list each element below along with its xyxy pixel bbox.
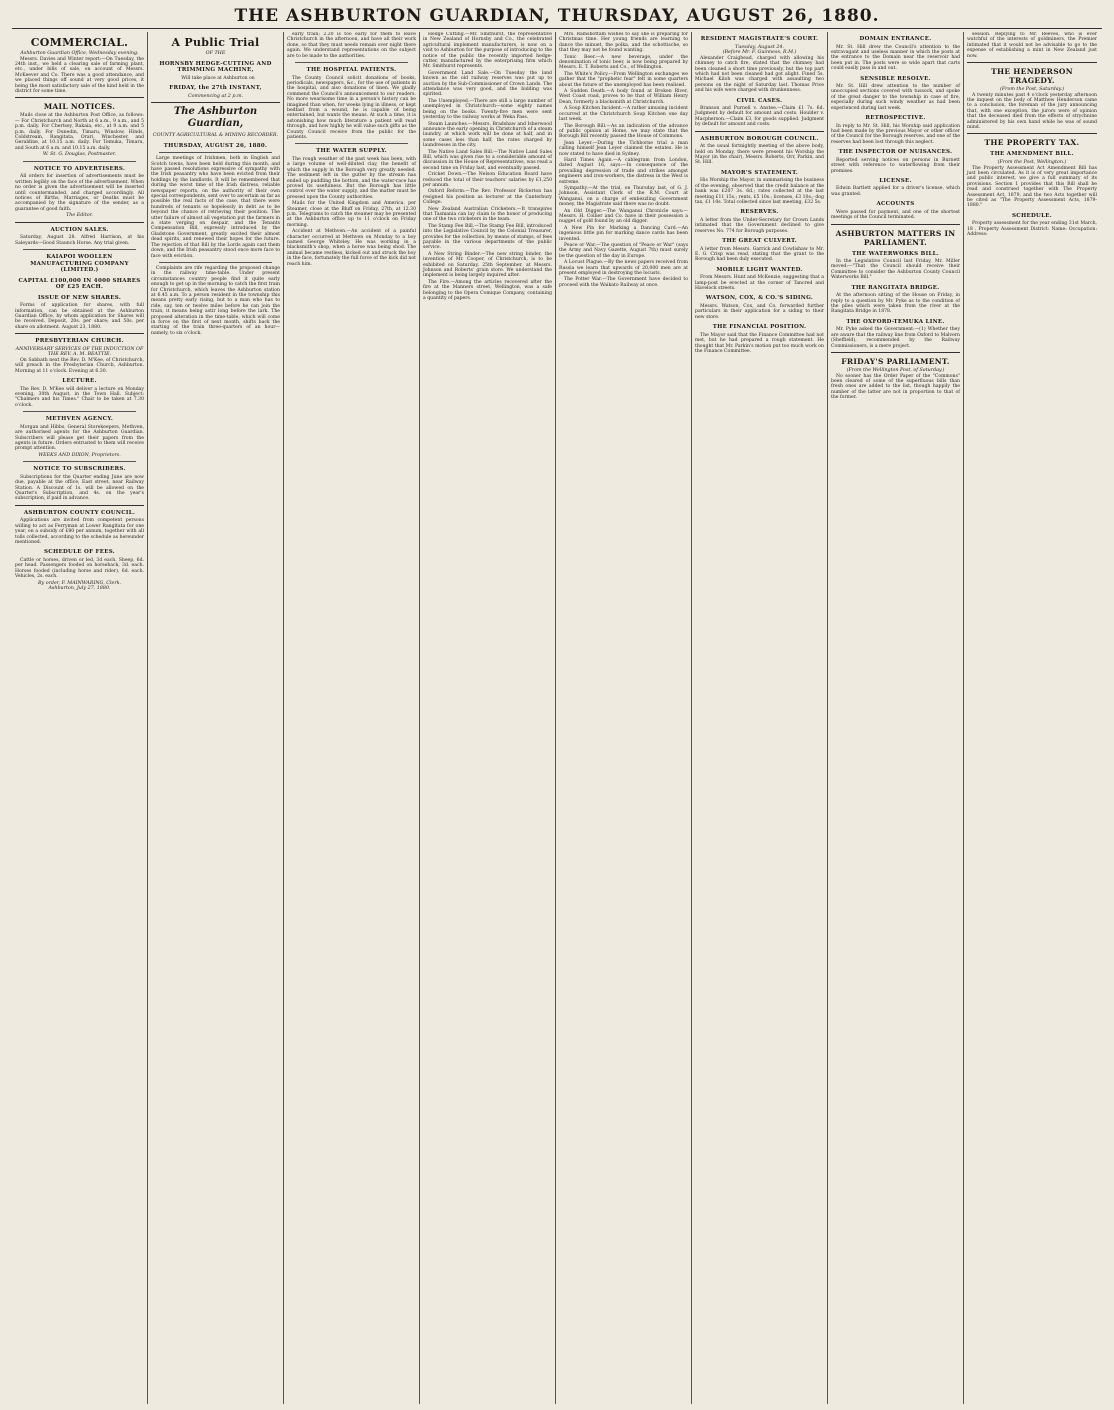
clerk-signature: By order, F. MAINWARING, Clerk. <box>37 580 122 586</box>
divider <box>23 461 136 462</box>
rm-court-before: (Before Mr. F. Guinness, R.M.) <box>722 50 797 56</box>
subscribers-heading: NOTICE TO SUBSCRIBERS. <box>33 466 126 473</box>
policy-text: The White's Policy.—From Wellington exchanges we gather that the "prophetic fear" felt in some quarters about the future of the unemployed has been realised. <box>559 71 688 88</box>
henderson-source: (From the Post, Saturday.) <box>999 87 1065 93</box>
string-binder-text: A New String Binder.—The new string binder, the invention of Mr. Cooper, of Christchurch, is to be exhibited on Saturday, 25th September, at Messrs. Johnson and Roberts' grain store. We understand the implement is being largely inquired after. <box>423 251 552 279</box>
schedule-heading: SCHEDULE. <box>1012 212 1052 219</box>
subscribers-text: Subscriptions for the Quarter ending June are now due, payable at the office, East street, near Railway Station. A Discount of 1s. will be allowed on the Quarter's Subscription, and 4s. on the year's subscription, if paid in advance. <box>15 474 144 502</box>
potter-war-text: The Potter War.—The Government have decided to proceed with the Waikato Railway at once. <box>559 277 688 288</box>
trial-time: Commencing at 2 p.m. <box>187 93 244 99</box>
divider <box>23 249 136 250</box>
schedule-text: Property assessment for the year ending 31st March, 18 . Property Assessment District: Name: Occupation: Address: <box>967 221 1097 238</box>
amendment-text: The Property Assessment Act Amendment Bill has just been circulated. As it is of very great importance and public interest, we give a full summary of its provisions. Section 1 provides that this Bill shall be read and construed together with The Property Assessment Act, 1879, and the two Acts together will be cited as "The Property Assessment Acts, 1879-1880." <box>967 165 1097 209</box>
unemployed-text: The Unemployed.—There are still a large number of unemployed in Christchurch—some eighty names being on the books. Twenty-five men were sent yesterday to the railway works at Weka Pass. <box>423 98 552 121</box>
clerk-date: Ashburton, July 27, 1880. <box>48 586 111 592</box>
mayor-heading: MAYOR'S STATEMENT. <box>721 169 798 176</box>
columns <box>12 32 1102 1404</box>
soup-kitchen-text: A Soup Kitchen Incident.—A rather amusing incident occurred at the Christchurch Soup Kitchen one day last week. <box>559 106 688 123</box>
water-heading: THE WATER SUPPLY. <box>316 148 387 155</box>
culvert-text: A letter from Messrs. Garrick and Cowlishaw to Mr. E. G. Crisp was read, stating that the grant to the Borough had been duly executed. <box>695 246 824 263</box>
sensible-heading: SENSIBLE RESOLVE. <box>860 75 931 82</box>
hard-times-text: Hard Times Again.—A cablegram from London, dated August 16, says:—In consequence of the prevailing depression of trade and strikes amongst engineers and iron-workers, the distress in the West is extreme. <box>559 157 688 185</box>
commercial-subheading: Ashburton Guardian Office, Wednesday evening. <box>20 51 139 56</box>
column-5 <box>556 32 692 1404</box>
auction-text: Saturday, August 28. Alfred Harrison, at his Saleyards—Good Staunch Horse. Any trial given. <box>15 235 144 246</box>
masthead: THE ASHBURTON GUARDIAN, THURSDAY, AUGUST 26, 1880. <box>234 6 880 26</box>
friday-parliament-text: No sooner has the Order Paper of the "Commons" been cleared of some of the superfluous bills than fresh ones are added to the list, though happily the number of the latter are not in proportion to that of the former. <box>831 373 960 401</box>
advertisers-text: All orders for insertion of advertisements must be written legibly on the face of the advertisement. When no order is given the advertisement will be inserted until countermanded, and charged accordingly. All notices of Births, Marriages, or Deaths must be accompanied by the signature of the sender, as a guarantee of good faith. <box>15 174 144 212</box>
divider <box>151 102 280 103</box>
financial-heading: THE FINANCIAL POSITION. <box>712 324 807 331</box>
divider <box>967 133 1097 134</box>
amendment-heading: THE AMENDMENT BILL. <box>990 151 1074 158</box>
locust-text: A Locust Plague.—By the news papers received from Russia we learn that upwards of 20,000 men are at present employed in destroying the locusts. <box>559 260 688 277</box>
commercial-heading: COMMERCIAL. <box>30 36 129 49</box>
divider <box>695 131 824 132</box>
continued-text: early train; 2.20 is too early for them to leave Christchurch in the afternoon, and have all their work done, so that they must needs remain over night there again. We understand representations on the subject are to be made to the authorities. <box>287 32 416 59</box>
domain-heading: DOMAIN ENTRANCE. <box>859 36 932 42</box>
continued-session-text: session. Replying to Mr. Reeves, who is ever watchful of the interests of goldminers, the Premier intimated that it would not be advisable to go to the expense of establishing a mint in New Zealand just now. <box>967 32 1097 59</box>
masthead-rule <box>12 28 1102 29</box>
mayor-text: His Worship the Mayor, in summarising the business of the evening, observed that the credit balance at the bank was £207 3s. 6d.; rates collected at the last meeting £11 15s.; rents, £5 10s.; licenses, £3 10s.; dog tax, £1 10s. Total collected since last meeting, £32 5s. <box>695 178 824 205</box>
paper-subtitle: COUNTY AGRICULTURAL & MINING RECORDER. <box>152 133 279 139</box>
oxford-text: Mr. Pyke asked the Government:—(1) Whether they are aware that the railway line from Oxford to Malvern (Sheffield), recommended by the Railway Commissioners, is a mere project. <box>831 327 960 349</box>
borough-bill-text: The Borough Bill.—As an indication of the advance of public opinion at Home, we may state that the Borough Bill recently passed the House of Commons. <box>559 123 688 140</box>
column-1 <box>12 32 148 1404</box>
laundries-text: Steam Launches.—Messrs. Bradshaw and Isherwood announce the early opening in Christchurch of a steam laundry, at which work will be done at half, and in some cases less than half, the rates charged by laundresses in the city. <box>423 121 552 149</box>
accident-text: Accident at Methven.—An accident of a painful character occurred at Methven on Monday to a boy named George Whiteley. He was working in a blacksmith's shop, when a horse was being shod. The animal became restless, kicked out and struck the boy in the face, fortunately the full force of the kick did not reach him. <box>287 229 416 267</box>
lecture-heading: LECTURE. <box>62 378 97 385</box>
sympathy-text: Sympathy.—At the trial, on Thursday last, of G. J. Johnson, Assistant Clerk of the R.M. Court at Wanganui, on a charge of embezzling Government money, the Magistrate said there was no doubt. <box>559 185 688 208</box>
presbyterian-subheading: ANNIVERSARY SERVICES OF THE INDUCTION OF THE REV. A. M. BEATTIE. <box>15 346 144 358</box>
reserves-text: A letter from the Under-Secretary for Crown Lands intimated that the Government declined to give reserves No. 774 for Borough purposes. <box>695 217 824 234</box>
light-text: From Messrs. Hunt and McKenzie, suggesting that a lamp-post be erected at the corner of Tancred and Havelock streets. <box>695 275 824 292</box>
divider <box>23 161 136 162</box>
hospital-text: The County Council solicit donations of books, periodicals, newspapers, &c., for the use of patients in the hospital, and also donations of linen. We gladly commend the Council's announcement to our readers. No more wearisome time in a person's history can be imagined than when, for weeks lying in illness, or kept bedfast from a wound, he is capable of being entertained, but wants the means. At such a time, it is astonishing how much literature a patient will read through, and how highly he will value such gifts as the County Council receive from the public for the patients. <box>287 75 416 140</box>
shares-heading: ISSUE OF NEW SHARES. <box>37 294 122 301</box>
column-7 <box>828 32 964 1404</box>
amendment-source: (From the Post, Wellington.) <box>997 159 1067 165</box>
postmaster-signature: W. St. G. Douglas, Postmaster. <box>42 152 117 158</box>
divider <box>15 97 144 98</box>
nuisances-text: Reported serving notices on persons in Burnett street with reference to waterflowing from their premises. <box>831 157 960 174</box>
parliament-heading: ASHBURTON MATTERS IN PARLIAMENT. <box>835 228 956 247</box>
divider <box>15 505 144 506</box>
tonic-beer-text: Tonic Beer.—A new beverage, under the denomination of tonic beer, is now being prepared by Messrs. E. T. Roberts and Co., of Wellington. <box>559 54 688 71</box>
accounts-heading: ACCOUNTS <box>876 201 915 208</box>
methven-heading: METHVEN AGENCY. <box>45 416 114 423</box>
hospital-heading: THE HOSPITAL PATIENTS. <box>306 67 397 74</box>
henderson-heading: THE HENDERSON TRAGEDY. <box>991 67 1073 86</box>
friday-parliament-heading: FRIDAY'S PARLIAMENT. <box>841 356 950 366</box>
ramsbottam-text: Mrs. Ramsbottam wishes to say she is preparing for Christmas time. Her young friends are learning to dance the minuet, the polka, and the schottische, so that they may not be found wanting. <box>559 32 688 54</box>
kaiapoi-heading: KAIAPOI WOOLLEN MANUFACTURING COMPANY (LIMITED.) <box>30 254 129 274</box>
complaints-article: Complaints are rife regarding the proposed change in the railway time-table. Under present circumstances country people find it quite early enough to get up in the morning to catch the first train for Christchurch, which leaves the Ashburton station at 6.45 a.m. To a person resident in the township this means pretty early rising, but to a man who has to ride, say, ten or twelve miles before he can join the train, it means being astir long before the lark. The proposed alteration in the time-table, which will come in force on the first of next month, shifts back the starting of the train three-quarters of an hour—namely, to six o'clock. <box>151 265 280 336</box>
methven-text: Morgan and Hibbs, General Storekeepers, Methven, are authorised agents for the Ashburton Guardian. Subscribers will please get their papers from the agents in future. Orders entrusted to them will receive prompt attention. <box>15 424 144 452</box>
divider <box>967 62 1097 63</box>
mail-heading: MAIL NOTICES. <box>43 102 116 112</box>
commercial-text: Messrs. Davies and Winter report:—On Tuesday, the 24th inst., we held a clearing sale of farming plant, etc., under bills of sale, on account of Messrs. McKeever and Co. There was a good attendance, and we placed things off sound at very good prices, it being the most satisfactory sale of the kind held in the district for some time. <box>15 56 144 95</box>
divider <box>15 222 144 223</box>
county-text: Applications are invited from competent persons willing to act as Ferryman at Lower Rangitata for one year, on a subsidy of £80 per annum, together with all tolls collected, according to the schedule as hereunder mentioned. <box>15 518 144 545</box>
rangitata-heading: THE RANGITATA BRIDGE. <box>851 284 940 291</box>
native-land-text: The Native Land Sales Bill.—The Native Land Sales Bill, which was given rise to a considerable amount of discussion in the House of Representatives, was read a second time on Friday last, and eventually passed. <box>423 149 552 171</box>
siding-heading: WATSON, COX, & CO.'S SIDING. <box>705 295 814 302</box>
advertisers-heading: NOTICE TO ADVERTISERS. <box>33 165 126 172</box>
jean-leyer-text: Jean Leyer.—During the Tichborne trial a man calling himself Jean Leyer claimed the estates. He is now stated to have died in Sydney. <box>559 140 688 157</box>
fire-text: The Fire.—Among the articles recovered after the fire at the Manners street, Wellington, was a safe belonging to the Opera Comique Company, containing a quantity of papers. <box>423 279 552 302</box>
paper-title: The Ashburton Guardian, <box>173 106 258 130</box>
borough-council-text: At the usual fortnightly meeting of the above body, held on Monday, there were present his Worship the Mayor (in the chair), Messrs. Roberts, Orr, Parkin, and St. Hill. <box>695 144 824 166</box>
henderson-text: A twenty minutes past 4 o'clock yesterday afternoon the inquest on the body of Matthew Henderson came to a conclusion, the foreman of the jury announcing that, with one exception, the jurors were of opinion that the deceased died from the effects of strychnine administered by his own hand while he was of sound mind. <box>967 92 1097 131</box>
divider <box>15 333 144 334</box>
fees-text: Cattle or horses, driven or led, 3d each. Sheep, 6d. per head. Passengers fooded on horseback, 3d. each. Horses fooded (including horse and rider), 6d. each. Vehicles, 2s. each. <box>15 557 144 580</box>
editor-signature: The Editor. <box>66 213 93 219</box>
column-2 <box>148 32 284 1404</box>
rm-court-date: Tuesday, August 24. <box>735 44 784 50</box>
siding-text: Messrs. Watson, Cox, and Co. forwarded further particulars in their application for a siding to their new store. <box>695 303 824 320</box>
column-3 <box>284 32 420 1404</box>
friday-parliament-source: (From the Wellington Post, of Saturday.) <box>846 367 945 373</box>
rangitata-text: At the afternoon sitting of the House on Friday, in reply to a question by Mr. Pyke as to the condition of the piles which were taken from the river at the Rangitata Bridge in 1878. <box>831 293 960 315</box>
trial-machine: HORNSBY HEDGE-CUTTING AND TRIMMING MACHINE, <box>159 60 272 74</box>
sudden-death-text: A Sudden Death.—A body found at Broken River, West Coast road, proves to be that of William Henry Dean, formerly a blacksmith at Christchurch. <box>559 89 688 105</box>
peace-war-text: Peace or War.—The question of "Peace or War" (says the Army and Navy Gazette, August 7th) must surely be the question of the day in Europe. <box>559 243 688 259</box>
license-text: Edwin Bartlett applied for a driver's license, which was granted. <box>831 186 960 197</box>
borough-council-heading: ASHBURTON BOROUGH COUNCIL. <box>700 135 819 142</box>
mail-text: Mails close at the Ashburton Post Office, as follows:— For Christchurch and North at 6 a.m., 9 a.m., and 5 p.m. daily. For Chertsey, Rakaia, etc., at 9 a.m. and 5 p.m. daily. For Dunedin, Timaru, Winslow, Hinds, Coldstream, Rangitata, Orari, Winchester, and Geraldine, at 10.15 a.m. daily. For Temuka, Timaru, and South at 6 a.m. and 10.15 a.m. daily. <box>15 113 144 151</box>
trial-text: Will take place at Ashburton on <box>181 75 255 81</box>
trial-heading: A Public Trial <box>171 36 260 49</box>
county-heading: ASHBURTON COUNTY COUNCIL. <box>23 509 136 516</box>
domain-text: Mr. St. Hill drew the Council's attention to the extravagant and useless manner in which the posts at the entrance to the Domain near the reservoir had been put in. The posts were so wide apart that carts could easily pass in and out. <box>831 44 960 72</box>
divider <box>295 143 408 144</box>
kaiapoi-capital: CAPITAL £100,000 IN 4000 SHARES OF £25 EACH. <box>18 277 141 291</box>
shares-text: Forms of application for shares, with full information, can be obtained at the Ashburton Guardian Office, by whom application for Shares will be received. Deposit, 20s. per share; and 50s. per share on allotment. August 23, 1880. <box>15 303 144 330</box>
divider <box>23 411 136 412</box>
retrospective-text: In reply to Mr. St. Hill, his Worship said application had been made by the previous Mayor or other officer of the Council for the Borough reserves, and one of the reserves had been lost through this neglect. <box>831 123 960 145</box>
financial-text: The Mayor said that the Finance Committee had not met, but he had prepared a rough statement. He thought that Mr. Parkin's motion put too much work on the Finance Committee. <box>695 332 824 354</box>
waterworks-text: In the Legislative Council last Friday, Mr. Miller moved:—"That the Council should receive their Committee to consider the Ashburton County Council Waterworks Bill." <box>831 259 960 281</box>
proprietors-signature: WEEKS AND DIXON, Proprietors. <box>38 452 121 458</box>
paper-date: THURSDAY, AUGUST 26, 1880. <box>163 142 268 149</box>
divider <box>159 152 272 153</box>
divider <box>295 62 408 63</box>
land-sale-text: Government Land Sale.—On Tuesday the land known as the old railway reserves was put up to auction by the Sub-Commissioner of Crown Lands. The attendance was very good, and the bidding was spirited. <box>423 70 552 98</box>
rm-court-text: Alexander Craighead, charged with allowing his chimney to catch fire, stated that the chimney had been cleaned a short time previously, but the top part which had not been cleaned had got alight. Fined 5s. Michael Kiloh was charged with assaulting two persons on the night of Saturday last. Thomas Price and his wife were charged with drunkenness. <box>695 55 824 94</box>
auction-heading: AUCTION SALES. <box>50 226 109 233</box>
fees-heading: SCHEDULE OF FEES. <box>44 549 115 556</box>
reserves-heading: RESERVES. <box>740 209 779 216</box>
license-heading: LICENSE. <box>879 177 912 184</box>
old-digger-text: An Old Digger.—The Wanganui Chronicle says:—Messrs. H. Collier and Co. have in their possession a nugget of gold found by an old digger. <box>559 208 688 225</box>
accounts-text: Were passed for payment, and one of the shortest meetings of the Council terminated. <box>831 209 960 221</box>
property-tax-heading: THE PROPERTY TAX. <box>984 138 1080 148</box>
divider <box>831 352 960 353</box>
nuisances-heading: THE INSPECTOR OF NUISANCES. <box>838 149 953 156</box>
retrospective-heading: RETROSPECTIVE. <box>865 115 926 122</box>
trial-date: FRIDAY, the 27th INSTANT, <box>169 85 262 91</box>
rm-court-heading: RESIDENT MAGISTRATE'S COURT. <box>700 36 819 42</box>
stamp-fee-text: The Stamp Fee Bill.—The Stamp Fee Bill, introduced into the Legislative Council by the Colonial Treasurer, provides for the collection, by means of stamps, of fees payable in the various departments of the public service. <box>423 223 552 251</box>
oxford-heading: THE OXFORD-TEMUKA LINE. <box>846 318 945 325</box>
mails-text: Mails for the United Kingdom and America, per Steamer, close at the Bluff on Friday, 27th, at 12.30 p.m. Telegrams to catch the steamer may be presented at the Ashburton office up to 11 o'clock on Friday morning. <box>287 201 416 228</box>
divider <box>831 224 960 225</box>
civil-cases-text: Branson and Purnell v. Anstee.—Claim £1 7s. 6d. Judgment by default for amount and costs. Houlder v. Macpherson.—Claim £3, for goods supplied. Judgment by default for amount and costs. <box>695 106 824 128</box>
cricket-text: Cricket Down.—The Nelson Education Board have reduced the total of their teachers' salaries by £1,250 per annum. <box>423 172 552 188</box>
culvert-heading: THE GREAT CULVERT. <box>722 238 797 245</box>
waterworks-heading: THE WATERWORKS BILL. <box>852 250 939 257</box>
sensible-text: Mr. St. Hill drew attention to the number of unoccupied sections covered with tussock, and spoke of the great danger to the township in case of fire, especially during such windy weather as had been experienced during last week. <box>831 84 960 111</box>
leading-article: Large meetings of Irishmen, both in English and Scotch towns, have been held during this month, and have passed resolutions expressive of sympathy with the Irish peasantry who have been evicted from their holdings by the landlords. It will be remembered that during the worst time of the Irish distress, reliable newspaper reports, on the authority of their own special correspondents, sent over to ascertain as far as possible the real facts of the case, that there were hundreds of tenants so hopelessly in debt as to be beyond the chance of retrieving their position. The utter failure of almost all vegetation put the farmers in a state verging on despair, and the Tenants Compensation Bill, expressly introduced by the Gladstone Government, greatly excited their almost dead spirits, and renewed their hopes for the future. The rejection of that Bill by the Lords again cast them down, and the Irish peasantry stood once more face to face with eviction. <box>151 156 280 259</box>
hedge-cutting-text: Hedge Cutting.—Mr. Smithurst, the representative in New Zealand of Hornsby and Co., the celebrated agricultural implement manufacturers, is now on a visit to Ashburton for the purpose of introducing to the notice of the public the recently imported hedge-cutter, manufactured by the enterprising firm which Mr. Smithurst represents. <box>423 32 552 70</box>
presbyterian-text: On Sabbath next the Rev. D. M'Kee, of Christchurch, will preach in the Presbyterian Church, Ashburton. Morning at 11 o'clock. Evening at 6.30. <box>15 357 144 374</box>
column-8 <box>964 32 1100 1404</box>
reform-text: Oxford Reform.—The Rev. Professor Bickerton has resigned his position as lecturer at the Canterbury College. <box>423 189 552 206</box>
presbyterian-heading: PRESBYTERIAN CHURCH. <box>35 338 124 345</box>
civil-cases-heading: CIVIL CASES. <box>736 97 783 104</box>
column-6 <box>692 32 828 1404</box>
cricketers-text: New Zealand Australian Cricketers.—It transpires that Tasmania can lay claim to the honor of producing one of the two cricketers in the team. <box>423 206 552 223</box>
divider <box>159 262 272 263</box>
light-heading: MOBILE LIGHT WANTED. <box>716 266 803 273</box>
column-4 <box>420 32 556 1404</box>
water-text: The rough weather of the past week has been, with a large volume of well-diluted clay, the benefit of which the supply in the Borough very greatly needed. The sediment left in the gutter by the stream has ended up puddling the bottom, and the water-race has proved its usefulness. But the Borough has little control over the water supply, and the matter must be pressed upon the County authorities. <box>287 156 416 200</box>
dance-pin-text: A New Pin for Marking a Dancing Card.—An ingenious little pin for marking dance cards has been invented. <box>559 225 688 242</box>
trial-sub-of: OF THE <box>205 51 226 56</box>
lecture-text: The Rev. D. M'Kee will deliver a lecture on Monday evening, 30th August, in the Town Hall. Subject: "Chalmers and his Times." Chair to be taken at 7.30 o'clock. <box>15 386 144 408</box>
